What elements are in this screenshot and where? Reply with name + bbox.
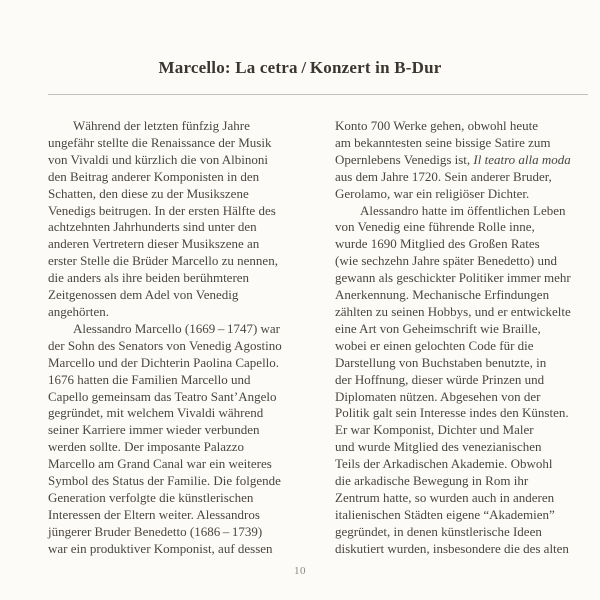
text-line: ungefähr stellte die Renaissance der Musik — [48, 134, 272, 150]
text-line: Diplomaten nützen. Abgesehen von der — [335, 388, 541, 404]
text-line: Generation verfolgte die künstlerischen — [48, 489, 254, 505]
text-line: Alessandro hatte im öffentlichen Leben — [360, 202, 566, 218]
text-line: und wurde Mitglied des venezianischen — [335, 439, 542, 455]
text-line: wobei er einen gelochten Code für die — [335, 337, 534, 353]
text-line: Marcello und der Dichterin Paolina Capello. — [48, 354, 280, 370]
text-line: (wie sechzehn Jahre später Benedetto) und — [335, 253, 557, 269]
page-number: 10 — [294, 565, 306, 577]
text-line: den Beitrag anderer Komponisten in den — [48, 168, 260, 184]
text-line: Symbol des Status der Familie. Die folgende — [48, 473, 281, 489]
text-line: die anders als ihre beiden berühmteren — [48, 270, 250, 286]
text-line: gewann als geschickter Politiker immer mehr — [335, 270, 571, 286]
divider-rule — [48, 94, 588, 95]
text-line: Capello gemeinsam das Teatro Sant’Angelo — [48, 388, 277, 404]
text-line: war ein produktiver Komponist, auf dessen — [48, 540, 273, 556]
text-line: Darstellung von Buchstaben benutzte, in — [335, 354, 547, 370]
text-line: Er war Komponist, Dichter und Maler — [335, 422, 534, 438]
text-line: aus dem Jahre 1720. Sein anderer Bruder, — [335, 168, 552, 184]
text-line: Zeitgenossen dem Adel von Venedig — [48, 287, 239, 303]
text-line: Gerolamo, war ein religiöser Dichter. — [335, 185, 530, 201]
text-line: Konto 700 Werke gehen, obwohl heute — [335, 118, 539, 133]
page-title: Marcello: La cetra / Konzert in B-Dur — [158, 58, 442, 77]
text-line: die arkadische Bewegung in Rom ihr — [335, 473, 529, 489]
text-line: 1676 hatten die Familien Marcello und — [48, 371, 251, 387]
right-column — [335, 118, 588, 558]
left-column — [48, 118, 305, 558]
text-line: achtzehnten Jahrhunderts sind unter den — [48, 219, 257, 235]
text-line: von Venedig eine führende Rolle inne, — [335, 219, 535, 235]
text-line: angehörten. — [48, 303, 110, 319]
text-line: werden sollte. Der imposante Palazzo — [48, 439, 245, 455]
text-line: von Vivaldi und kürzlich die von Albinoni — [48, 151, 268, 167]
text-line: Schatten, den diese zu der Musikszene — [48, 185, 249, 201]
text-line: Während der letzten fünfzig Jahre — [73, 118, 250, 133]
text-line: am bekanntesten seine bissige Satire zum — [335, 134, 551, 150]
text-line: seiner Karriere immer wieder verbunden — [48, 422, 260, 438]
text-line: gegründet, in denen künstlerische Ideen — [335, 523, 542, 539]
text-line: diskutiert wurden, insbesondere die des alten — [335, 540, 569, 556]
text-line: anderen Vertretern dieser Musikszene an — [48, 236, 260, 252]
text-line: jüngerer Bruder Benedetto (1686 – 1739) — [48, 523, 263, 539]
text-line: Teils der Arkadischen Akademie. Obwohl — [335, 456, 553, 472]
text-line: Interessen der Eltern weiter. Alessandros — [48, 506, 260, 522]
text-line: italienischen Städten eigene “Akademien” — [335, 506, 555, 522]
text-line: Alessandro Marcello (1669 – 1747) war — [73, 320, 281, 336]
text-columns — [48, 118, 600, 558]
text-line: Anerkennung. Mechanische Erfindungen — [335, 287, 550, 303]
text-line: Marcello am Grand Canal war ein weiteres — [48, 456, 272, 472]
text-line: der Sohn des Senators von Venedig Agostino — [48, 337, 282, 353]
text-line: wurde 1690 Mitglied des Großen Rates — [335, 236, 540, 252]
text-line: gegründet, mit welchem Vivaldi während — [48, 405, 264, 421]
text-line: Zentrum hatte, so wurden auch in anderen — [335, 489, 555, 505]
text-line: Venedigs beitrugen. In der ersten Hälfte des — [48, 202, 276, 218]
text-line: Politik galt sein Interesse indes den Künsten. — [335, 405, 569, 421]
text-line: erster Stelle die Brüder Marcello zu nennen, — [48, 253, 278, 269]
text-line: Opernlebens Venedigs ist, Il teatro alla moda — [335, 151, 571, 167]
text-line: zählten zu seinen Hobbys, und er entwickelte — [335, 303, 571, 319]
text-line: eine Art von Geheimschrift wie Braille, — [335, 320, 541, 336]
text-line: der Hoffnung, dieser würde Prinzen und — [335, 371, 545, 387]
